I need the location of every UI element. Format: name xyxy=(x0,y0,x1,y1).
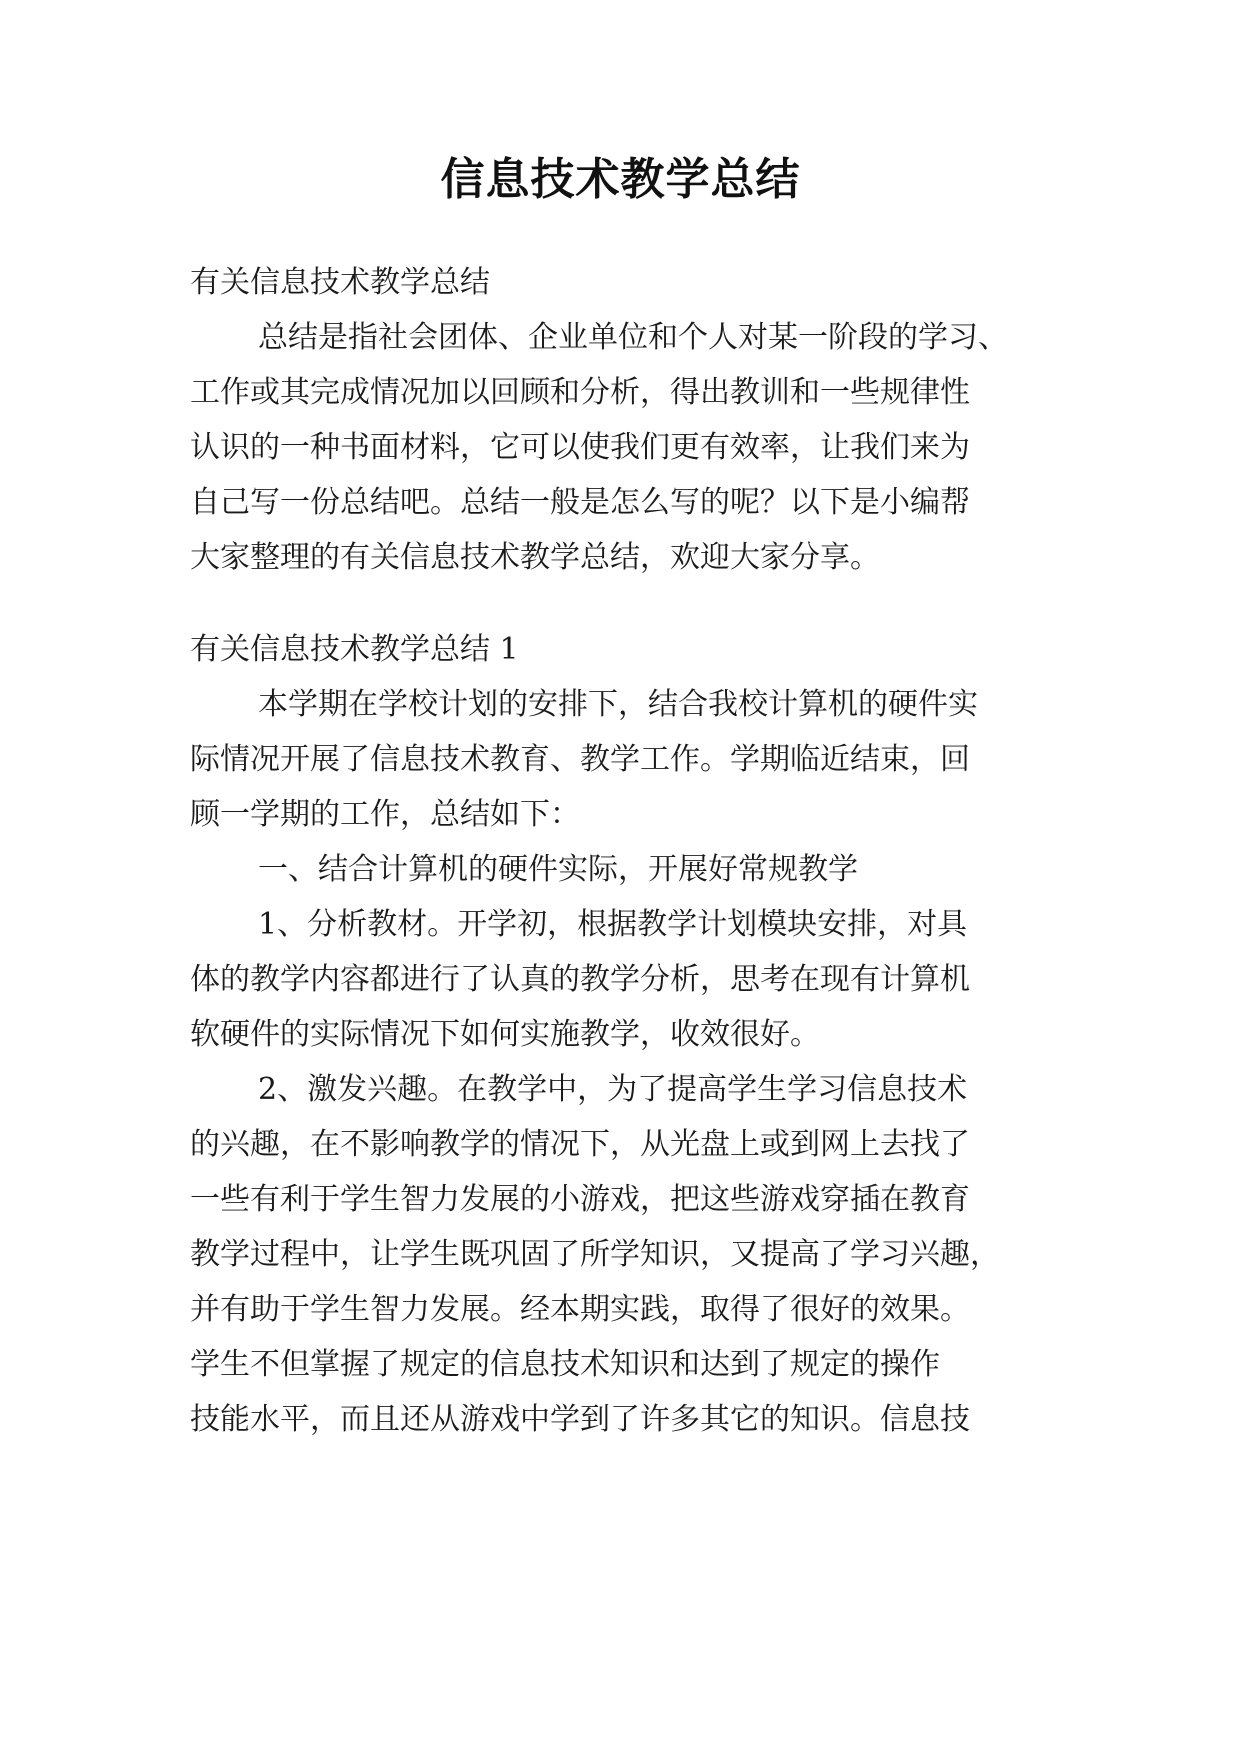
paragraph-line: 际情况开展了信息技术教育、教学工作。学期临近结束，回 xyxy=(190,742,970,777)
paragraph-line: 软硬件的实际情况下如何实施教学，收效很好。 xyxy=(190,1017,820,1052)
subtitle-line: 有关信息技术教学总结 xyxy=(190,265,490,300)
subheading-line: 一、结合计算机的硬件实际，开展好常规教学 xyxy=(258,852,858,887)
paragraph-line: 认识的一种书面材料，它可以使我们更有效率，让我们来为 xyxy=(190,430,970,465)
paragraph-line: 一些有利于学生智力发展的小游戏，把这些游戏穿插在教育 xyxy=(190,1182,970,1217)
paragraph-line: 教学过程中，让学生既巩固了所学知识，又提高了学习兴趣， xyxy=(190,1237,1000,1272)
section-heading: 有关信息技术教学总结 1 xyxy=(190,632,519,667)
paragraph-line: 体的教学内容都进行了认真的教学分析，思考在现有计算机 xyxy=(190,962,970,997)
paragraph-line: 顾一学期的工作，总结如下： xyxy=(190,797,580,832)
paragraph-line: 的兴趣，在不影响教学的情况下，从光盘上或到网上去找了 xyxy=(190,1127,970,1162)
paragraph-line: 本学期在学校计划的安排下，结合我校计算机的硬件实 xyxy=(258,687,978,722)
paragraph-line: 1、分析教材。开学初，根据教学计划模块安排，对具 xyxy=(258,907,968,942)
paragraph-line: 学生不但掌握了规定的信息技术知识和达到了规定的操作 xyxy=(190,1347,940,1382)
paragraph-line: 技能水平，而且还从游戏中学到了许多其它的知识。信息技 xyxy=(190,1402,970,1437)
paragraph-line: 大家整理的有关信息技术教学总结，欢迎大家分享。 xyxy=(190,540,880,575)
paragraph-line: 2、激发兴趣。在教学中，为了提高学生学习信息技术 xyxy=(258,1072,968,1107)
paragraph-line: 工作或其完成情况加以回顾和分析，得出教训和一些规律性 xyxy=(190,375,970,410)
paragraph-line: 总结是指社会团体、企业单位和个人对某一阶段的学习、 xyxy=(258,320,1008,355)
document-title: 信息技术教学总结 xyxy=(440,154,801,205)
paragraph-line: 自己写一份总结吧。总结一般是怎么写的呢？以下是小编帮 xyxy=(190,485,970,520)
paragraph-line: 并有助于学生智力发展。经本期实践，取得了很好的效果。 xyxy=(190,1292,970,1327)
